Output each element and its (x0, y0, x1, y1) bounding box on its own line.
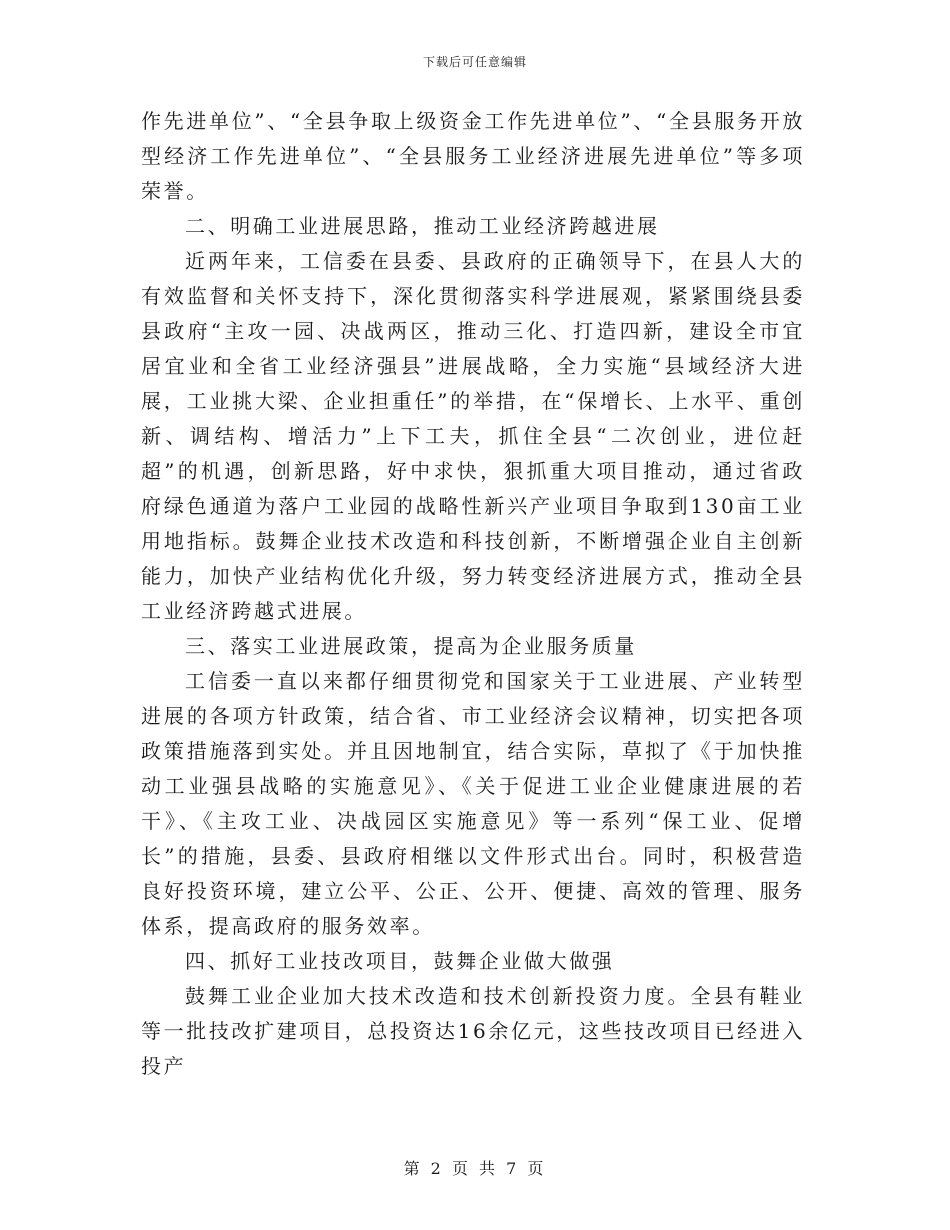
paragraph-continuation: 作先进单位”、“全县争取上级资金工作先进单位”、“全县服务开放型经济工作先进单位”、“全县服务工业经济进展先进单位”等多项荣誉。 (141, 109, 805, 203)
document-body (141, 104, 805, 1084)
paragraph-section-4: 鼓舞工业企业加大技术改造和技术创新投资力度。全县有鞋业等一批技改扩建项目，总投资达16余亿元，这些技改项目已经进入投产 (141, 984, 805, 1078)
section-heading-3: 三、落实工业进展政策，提高为企业服务质量 (185, 634, 637, 658)
section-heading-2: 二、明确工业进展思路，推动工业经济跨越进展 (185, 214, 660, 238)
paragraph-section-3: 工信委一直以来都仔细贯彻党和国家关于工业进展、产业转型进展的各项方针政策，结合省、市工业经济会议精神，切实把各项政策措施落到实处。并且因地制宜，结合实际，草拟了《于加快推动工业强县战略的实施意见》、《关于促进工业企业健康进展的若干》、《主攻工业、决战园区实施意见》等一系列“保工业、促增长”的措施，县委、县政府相继以文件形式出台。同时，积极营造良好投资环境，建立公平、公正、公开、便捷、高效的管理、服务体系，提高政府的服务效率。 (141, 669, 805, 938)
paragraph-section-2: 近两年来，工信委在县委、县政府的正确领导下，在县人大的有效监督和关怀支持下，深化贯彻落实科学进展观，紧紧围绕县委县政府“主攻一园、决战两区，推动三化、打造四新，建设全市宜居宜业和全省工业经济强县”进展战略，全力实施“县域经济大进展，工业挑大梁、企业担重任”的举措，在“保增长、上水平、重创新、调结构、增活力”上下工夫，抓住全县“二次创业，进位赶超”的机遇，创新思路，好中求快，狠抓重大项目推动，通过省政府绿色通道为落户工业园的战略性新兴产业项目争取到130亩工业用地指标。鼓舞企业技术改造和科技创新，不断增强企业自主创新能力，加快产业结构优化升级，努力转变经济进展方式，推动全县工业经济跨越式进展。 (141, 249, 805, 623)
page-header-note: 下载后可任意编辑 (422, 55, 527, 69)
page-number-footer: 第 2 页 共 7 页 (403, 1159, 547, 1178)
section-heading-4: 四、抓好工业技改项目，鼓舞企业做大做强 (185, 949, 615, 973)
